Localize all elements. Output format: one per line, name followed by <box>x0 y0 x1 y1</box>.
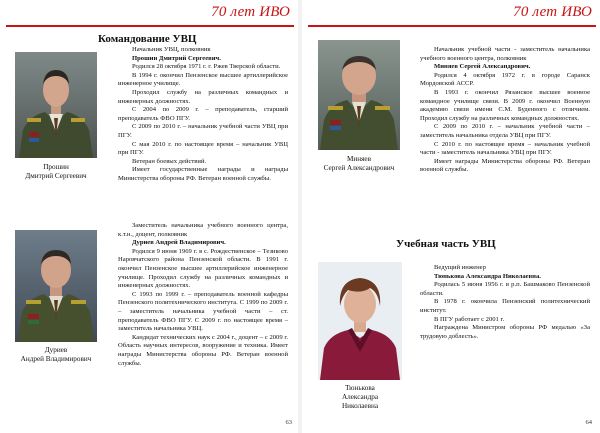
bio-paragraph: С 2004 по 2009 г. – преподаватель, старший преподаватель ФВО ПГУ. <box>118 106 288 122</box>
biography-text <box>420 264 590 341</box>
caption-line: Николаевна <box>341 402 379 410</box>
bio-paragraph: Ветеран боевых действий. <box>132 157 207 165</box>
page-number: 64 <box>585 419 592 426</box>
biography-text <box>420 46 590 175</box>
bio-paragraph: С 1993 по 1999 г. – преподаватель военной кафедры Пензенского политехнического института. С 1999 по 2009 г. – заместитель начальника учебной части – ст. преподаватель ФВО ПГУ. С 2009 г. по настоящее время – заместитель начальника УВЦ. <box>118 290 288 333</box>
page-number: 63 <box>285 419 292 426</box>
portrait-photo <box>15 230 97 342</box>
section-title: Учебная часть УВЦ <box>396 238 496 250</box>
bio-paragraph: Начальник УВЦ, полковник <box>132 46 211 53</box>
caption-line: Дуриев <box>44 346 68 354</box>
bio-person-name: Дуриев Андрей Владимирович. <box>132 239 226 247</box>
caption-line: Дмитрий Сергеевич <box>25 172 87 180</box>
bio-paragraph: С 2009 по 2010 г. – начальник учебной части – заместитель начальника отдела УВЦ при ПГУ. <box>420 123 590 139</box>
bio-paragraph: Ведущий инженер <box>434 264 486 271</box>
left-page <box>0 0 298 433</box>
caption-line: Прошин <box>43 163 69 171</box>
header-rule <box>6 25 294 27</box>
bio-person-name: Миняев Сергей Александрович. <box>434 63 531 71</box>
biography-text <box>118 46 288 184</box>
bio-paragraph: Родился 4 октября 1972 г. в городе Саранск Мордовской АССР. <box>420 71 590 88</box>
bio-paragraph: Кандидат технических наук с 2004 г., доцент – с 2009 г. Область научных интересов, вооружение и техника. Имеет награды Министерства обороны РФ. Ветеран военной службы. <box>118 333 288 367</box>
bio-paragraph: Имеет государственные награды и награды Министерства обороны РФ. Ветеран военной службы. <box>118 166 288 182</box>
portrait-photo <box>318 40 400 150</box>
header-rule <box>308 25 596 27</box>
bio-paragraph: Проходил службу на различных командных и инженерных должностях. <box>118 88 288 105</box>
bio-paragraph: С мая 2010 г. по настоящее время – начальник УВЦ при ПГУ. <box>118 140 288 157</box>
bio-paragraph: Имеет награды Министерства обороны РФ. Ветеран военной службы. <box>420 157 590 174</box>
biography-text <box>118 222 288 368</box>
photo-caption <box>312 155 406 173</box>
bio-paragraph: Родился 28 октября 1971 г. г. Ржев Тверской области. <box>132 63 281 71</box>
bio-paragraph: В ПГУ работает с 2001 г. <box>434 315 505 323</box>
bio-paragraph: В 1994 г. окончил Пензенское высшее артиллерийское инженерное училище. <box>118 71 288 88</box>
caption-line: Миняев <box>347 155 371 163</box>
bio-paragraph: С 2010 г. по настоящее время – начальник учебной части - заместитель начальника УВЦ при ПГУ. <box>420 140 590 157</box>
bio-paragraph: Родился 9 июня 1969 г. в с. Рождественское – Тезиково Наровчатского района Пензенской области. В 1991 г. окончил Пензенское высшее артиллерийское инженерное училище. Проходил службу на различных командных и инженерных должностях. <box>118 247 288 290</box>
right-page <box>302 0 600 433</box>
portrait-photo <box>318 262 402 380</box>
section-title: Командование УВЦ <box>98 33 197 45</box>
bio-paragraph: Награждена Министром обороны РФ медалью «За трудовую доблесть». <box>420 324 590 340</box>
bio-paragraph: Заместитель начальника учебного военного центра, к.т.н., доцент, полковник <box>118 222 288 238</box>
caption-line: Андрей Владимирович <box>20 355 92 363</box>
page-header <box>302 0 600 28</box>
photo-caption <box>10 163 102 181</box>
caption-line: Сергей Александрович <box>323 164 395 172</box>
bio-paragraph: В 1993 г. окончил Рязанское высшее военное командное училище связи. В 2009 г. окончил Военную академию связи имени С.М. Буденного с отличием. Проходил службу на различных командных должностях. <box>420 88 590 122</box>
bio-paragraph: С 2009 по 2010 г. – начальник учебной части УВЦ при ПГУ. <box>118 123 288 139</box>
header-title: 70 лет ИВО <box>211 4 290 20</box>
bio-person-name: Прошин Дмитрий Сергеевич. <box>132 54 221 62</box>
caption-line: Тюнькова <box>345 384 375 392</box>
bio-paragraph: Родилась 5 июня 1956 г. в р.п. Башмаково Пензенской области. <box>420 281 590 297</box>
header-title: 70 лет ИВО <box>513 4 592 20</box>
bio-person-name: Тюнькова Александра Николаевна. <box>434 272 541 280</box>
photo-caption <box>10 346 102 364</box>
bio-paragraph: В 1978 г. окончила Пензенский политехнический институт. <box>420 298 590 314</box>
portrait-photo <box>15 52 97 158</box>
page-header <box>0 0 298 28</box>
caption-line: Александра <box>341 393 379 401</box>
bio-paragraph: Начальник учебной части - заместитель начальника учебного военного центра, полковник <box>420 46 590 62</box>
photo-caption <box>312 384 408 411</box>
